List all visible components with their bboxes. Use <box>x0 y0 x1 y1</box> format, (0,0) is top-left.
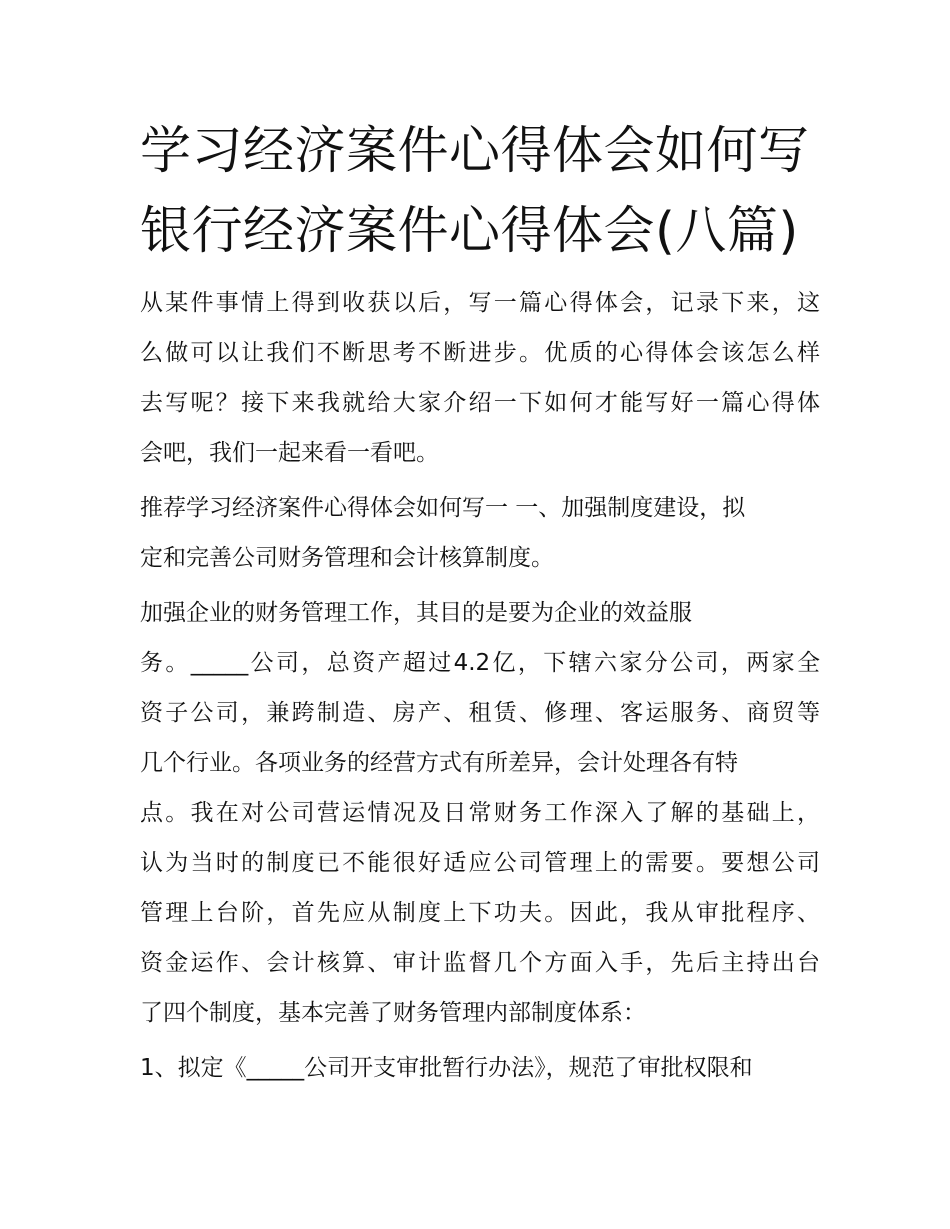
intro-line: 去写呢？接下来我就给大家介绍一下如何才能写好一篇心得体 <box>140 390 820 416</box>
title-line: 银行经济案件心得体会(八篇) <box>140 202 799 261</box>
list-item: 1、拟定《_____公司开支审批暂行办法》，规范了审批权限和 <box>140 1055 753 1081</box>
document-title <box>140 112 840 272</box>
body-line: 点。我在对公司营运情况及日常财务工作深入了解的基础上， <box>140 800 820 826</box>
body-line: 资金运作、会计核算、审计监督几个方面入手，先后主持出台 <box>140 950 820 976</box>
body-line: 管理上台阶，首先应从制度上下功夫。因此，我从审批程序、 <box>140 900 820 926</box>
body-line: 认为当时的制度已不能很好适应公司管理上的需要。要想公司 <box>140 850 820 876</box>
intro-line: 从某件事情上得到收获以后，写一篇心得体会，记录下来，这 <box>140 290 820 316</box>
document-body <box>140 278 820 1093</box>
intro-line: 么做可以让我们不断思考不断进步。优质的心得体会该怎么样 <box>140 340 820 366</box>
body-line: 务。_____公司，总资产超过4.2亿，下辖六家分公司，两家全 <box>140 650 820 676</box>
body-line: 加强企业的财务管理工作，其目的是要为企业的效益服 <box>140 600 692 626</box>
title-line: 学习经济案件心得体会如何写 <box>140 122 810 181</box>
body-line: 几个行业。各项业务的经营方式有所差异，会计处理各有特 <box>140 750 738 776</box>
intro-line: 会吧，我们一起来看一看吧。 <box>140 440 439 466</box>
recommend-line: 定和完善公司财务管理和会计核算制度。 <box>140 545 554 571</box>
body-line: 了四个制度，基本完善了财务管理内部制度体系： <box>140 1000 646 1026</box>
body-line: 资子公司，兼跨制造、房产、租赁、修理、客运服务、商贸等 <box>140 700 820 726</box>
recommend-line: 推荐学习经济案件心得体会如何写一 一、加强制度建设，拟 <box>140 495 746 521</box>
